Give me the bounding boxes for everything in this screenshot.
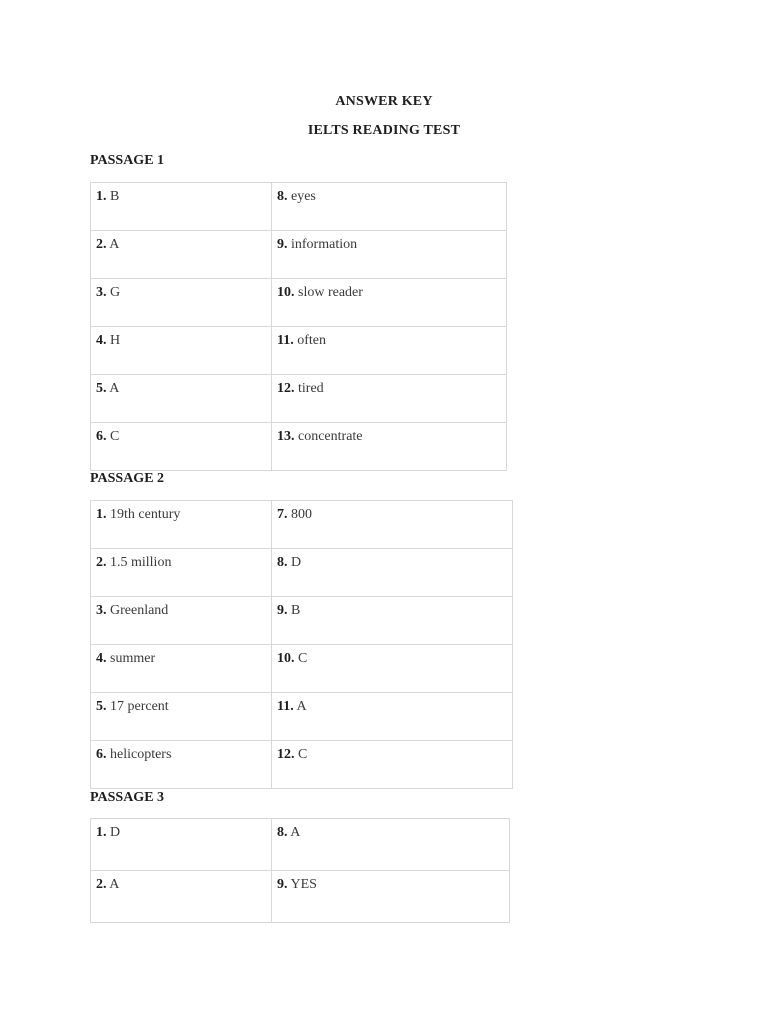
question-number: 7. bbox=[277, 507, 288, 522]
question-number: 5. bbox=[96, 699, 107, 714]
question-number: 2. bbox=[96, 555, 107, 570]
question-number: 3. bbox=[96, 603, 107, 618]
answer-text: D bbox=[106, 825, 121, 840]
answer-text: eyes bbox=[287, 189, 316, 204]
question-number: 11. bbox=[277, 333, 294, 348]
answer-cell bbox=[91, 279, 272, 327]
table-row bbox=[91, 327, 507, 375]
answer-cell bbox=[91, 693, 272, 741]
answer-text: Greenland bbox=[106, 603, 169, 618]
answer-cell bbox=[272, 423, 507, 471]
answer-cell bbox=[91, 183, 272, 231]
answer-cell bbox=[91, 741, 272, 789]
answer-text: slow reader bbox=[294, 285, 363, 300]
answer-text: A bbox=[106, 237, 120, 252]
passage-3-answer-table bbox=[90, 818, 510, 923]
answer-text: C bbox=[106, 429, 120, 444]
answer-text: 19th century bbox=[106, 507, 181, 522]
table-row bbox=[91, 501, 513, 549]
question-number: 1. bbox=[96, 825, 107, 840]
answer-cell bbox=[272, 231, 507, 279]
answer-text: D bbox=[287, 555, 302, 570]
answer-text: A bbox=[287, 825, 301, 840]
question-number: 1. bbox=[96, 507, 107, 522]
answer-cell bbox=[272, 819, 510, 871]
table-row bbox=[91, 645, 513, 693]
answer-cell bbox=[91, 819, 272, 871]
answer-cell bbox=[272, 183, 507, 231]
question-number: 4. bbox=[96, 333, 107, 348]
question-number: 11. bbox=[277, 699, 294, 714]
answer-text: H bbox=[106, 333, 121, 348]
question-number: 12. bbox=[277, 381, 295, 396]
answer-text: 800 bbox=[287, 507, 312, 522]
table-row bbox=[91, 183, 507, 231]
question-number: 3. bbox=[96, 285, 107, 300]
answer-text: C bbox=[294, 747, 308, 762]
question-number: 10. bbox=[277, 285, 295, 300]
document-title: ANSWER KEY bbox=[335, 94, 433, 109]
answer-cell bbox=[91, 327, 272, 375]
answer-cell bbox=[272, 375, 507, 423]
question-number: 8. bbox=[277, 189, 288, 204]
passage-1-answer-table bbox=[90, 182, 507, 471]
question-number: 10. bbox=[277, 651, 295, 666]
answer-text: G bbox=[106, 285, 121, 300]
answer-cell bbox=[272, 645, 513, 693]
answer-text: A bbox=[293, 699, 307, 714]
answer-cell bbox=[91, 231, 272, 279]
passage-1-heading: PASSAGE 1 bbox=[90, 153, 165, 168]
question-number: 1. bbox=[96, 189, 107, 204]
question-number: 9. bbox=[277, 603, 288, 618]
table-row bbox=[91, 597, 513, 645]
question-number: 4. bbox=[96, 651, 107, 666]
answer-cell bbox=[91, 645, 272, 693]
answer-cell bbox=[272, 693, 513, 741]
table-row bbox=[91, 693, 513, 741]
answer-text: A bbox=[106, 381, 120, 396]
table-row bbox=[91, 423, 507, 471]
question-number: 2. bbox=[96, 877, 107, 892]
answer-cell bbox=[91, 871, 272, 923]
question-number: 9. bbox=[277, 237, 288, 252]
table-row bbox=[91, 375, 507, 423]
answer-cell bbox=[91, 597, 272, 645]
question-number: 6. bbox=[96, 429, 107, 444]
answer-text: information bbox=[287, 237, 358, 252]
answer-text: B bbox=[106, 189, 120, 204]
question-number: 6. bbox=[96, 747, 107, 762]
answer-text: C bbox=[294, 651, 308, 666]
table-row bbox=[91, 871, 510, 923]
answer-text: often bbox=[293, 333, 326, 348]
answer-cell bbox=[272, 549, 513, 597]
answer-text: YES bbox=[287, 877, 317, 892]
answer-cell bbox=[91, 375, 272, 423]
answer-cell bbox=[91, 423, 272, 471]
answer-text: tired bbox=[294, 381, 324, 396]
table-row bbox=[91, 279, 507, 327]
table-row bbox=[91, 819, 510, 871]
answer-cell bbox=[91, 549, 272, 597]
answer-cell bbox=[272, 501, 513, 549]
question-number: 2. bbox=[96, 237, 107, 252]
answer-text: B bbox=[287, 603, 301, 618]
answer-text: 17 percent bbox=[106, 699, 169, 714]
document-subtitle: IELTS READING TEST bbox=[307, 123, 461, 138]
question-number: 8. bbox=[277, 825, 288, 840]
answer-text: concentrate bbox=[294, 429, 363, 444]
answer-cell bbox=[91, 501, 272, 549]
answer-text: helicopters bbox=[106, 747, 172, 762]
answer-text: summer bbox=[106, 651, 156, 666]
answer-cell bbox=[272, 597, 513, 645]
answer-cell bbox=[272, 327, 507, 375]
passage-2-heading: PASSAGE 2 bbox=[90, 471, 165, 486]
table-row bbox=[91, 549, 513, 597]
passage-3-heading: PASSAGE 3 bbox=[90, 790, 165, 805]
passage-2-answer-table bbox=[90, 500, 513, 789]
table-row bbox=[91, 741, 513, 789]
question-number: 9. bbox=[277, 877, 288, 892]
answer-text: 1.5 million bbox=[106, 555, 172, 570]
question-number: 5. bbox=[96, 381, 107, 396]
answer-cell bbox=[272, 871, 510, 923]
answer-cell bbox=[272, 741, 513, 789]
table-row bbox=[91, 231, 507, 279]
answer-cell bbox=[272, 279, 507, 327]
question-number: 13. bbox=[277, 429, 295, 444]
question-number: 8. bbox=[277, 555, 288, 570]
question-number: 12. bbox=[277, 747, 295, 762]
answer-text: A bbox=[106, 877, 120, 892]
